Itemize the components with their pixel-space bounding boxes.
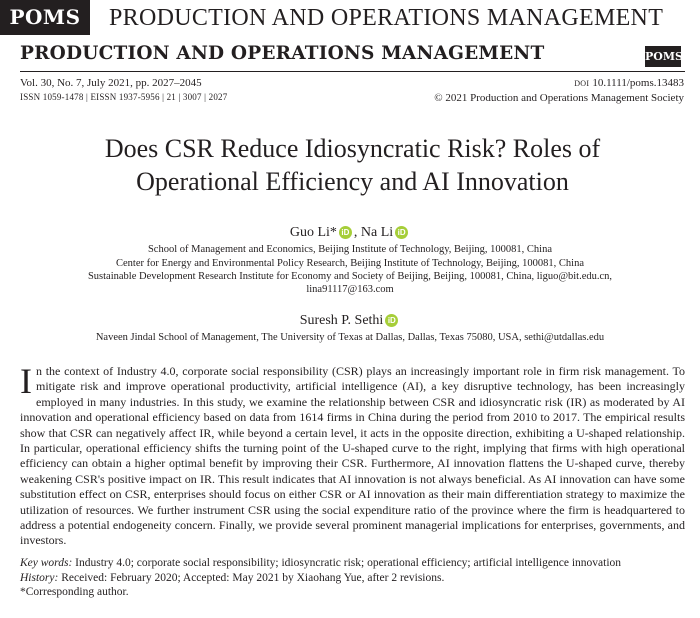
affiliation-3: Sustainable Development Research Institute for Economy and Society of Beijing, Beijing, 100081, China, liguo@bit.edu.cn, — [87, 271, 613, 282]
article-metadata — [20, 556, 685, 600]
corresponding-author-note: *Corresponding author. — [20, 586, 129, 598]
keywords-text: Industry 4.0; corporate social responsibility; idiosyncratic risk; operational efficiency; artificial intelligence innovation — [75, 557, 622, 569]
citation: Vol. 30, No. 7, July 2021, pp. 2027–2045 — [20, 77, 202, 89]
abstract-dropcap: I — [20, 361, 32, 401]
author-line-2 — [0, 313, 700, 329]
doi-block — [434, 76, 684, 105]
header-rule — [20, 71, 685, 72]
citation-block — [20, 76, 227, 104]
affiliation-1: School of Management and Economics, Beijing Institute of Technology, Beijing, 100081, China — [147, 244, 553, 255]
history-label: History: — [20, 571, 59, 584]
affiliation-2: Center for Energy and Environmental Policy Research, Beijing Institute of Technology, Beijing, 100081, China — [116, 258, 584, 269]
issn: ISSN 1059-1478 | EISSN 1937-5956 | 21 | 3007 | 2027 — [20, 92, 228, 102]
article-title-line-2: Operational Efficiency and AI Innovation — [136, 167, 569, 196]
keywords — [20, 556, 685, 571]
affiliation-4: Naveen Jindal School of Management, The University of Texas at Dallas, Dallas, Texas 75080, USA, sethi@utdallas.edu — [95, 332, 605, 343]
doi-label: DOI — [574, 79, 590, 88]
affiliation-3-email: lina91117@163.com — [306, 284, 394, 295]
history-text: Received: February 2020; Accepted: May 2021 by Xiaohang Yue, after 2 revisions. — [61, 571, 445, 584]
article-title — [20, 132, 685, 198]
doi-link[interactable]: 10.1111/poms.13483 — [592, 77, 684, 89]
doi-line — [434, 76, 684, 91]
keywords-label: Key words: — [20, 557, 73, 569]
author-suresh-sethi: Suresh P. Sethi — [299, 313, 384, 328]
orcid-icon[interactable]: iD — [395, 226, 408, 239]
article-title-line-1: Does CSR Reduce Idiosyncratic Risk? Roles of — [104, 134, 601, 163]
author-line-1: Guo Li* iD , Na Li iD — [0, 225, 700, 241]
journal-title: PRODUCTION AND OPERATIONS MANAGEMENT — [20, 43, 545, 64]
orcid-icon[interactable]: iD — [339, 226, 352, 239]
poms-logo-small: POMS — [645, 46, 681, 67]
journal-banner-title: PRODUCTION AND OPERATIONS MANAGEMENT — [109, 5, 664, 31]
author-na-li: Na Li — [360, 225, 394, 240]
journal-banner — [0, 0, 700, 35]
author-guo-li: Guo Li* — [289, 225, 337, 240]
orcid-icon[interactable]: iD — [385, 314, 398, 327]
copyright: © 2021 Production and Operations Management Society — [434, 92, 684, 104]
abstract-text: n the context of Industry 4.0, corporate social responsibility (CSR) plays an increasingly important role in firm risk management. To mitigate risk and improve operational productivity, artificial intelligence (AI), a key disruptive technology, has been increasingly employed in many industries. In this study, we examine the relationship between CSR and idiosyncratic risk (IR) as moderated by AI innovation and operational efficiency based on data from 1614 firms in China during the period from 2010 to 2017. The empirical results show that CSR can negatively affect IR, while beyond a certain level, it acts in the opposite direction, exhibiting a U-shaped relationship. In particular, operational efficiency shifts the turning point of the U-shaped curve to the right, implying that firms with high operational efficiency can obtain a higher optimal benefit by improving their CSR. Furthermore, AI innovation flattens the U-shaped curve, thereby weakening CSR's positive impact on IR. This result indicates that AI innovation is not always beneficial. As AI innovation can have some substitution effect on CSR, enterprises should focus on either CSR or AI innovation as their main differentiation strategy to maximize the utilization of resources. We further instrument CSR using the social expenditure ratio of the province where the firm is headquartered to address a potential endogeneity concern. Finally, we provide several prominent managerial implications for enterprises, governments, and investors. — [20, 364, 685, 548]
history — [20, 571, 685, 586]
abstract — [20, 361, 685, 549]
poms-logo: POMS — [0, 0, 90, 35]
